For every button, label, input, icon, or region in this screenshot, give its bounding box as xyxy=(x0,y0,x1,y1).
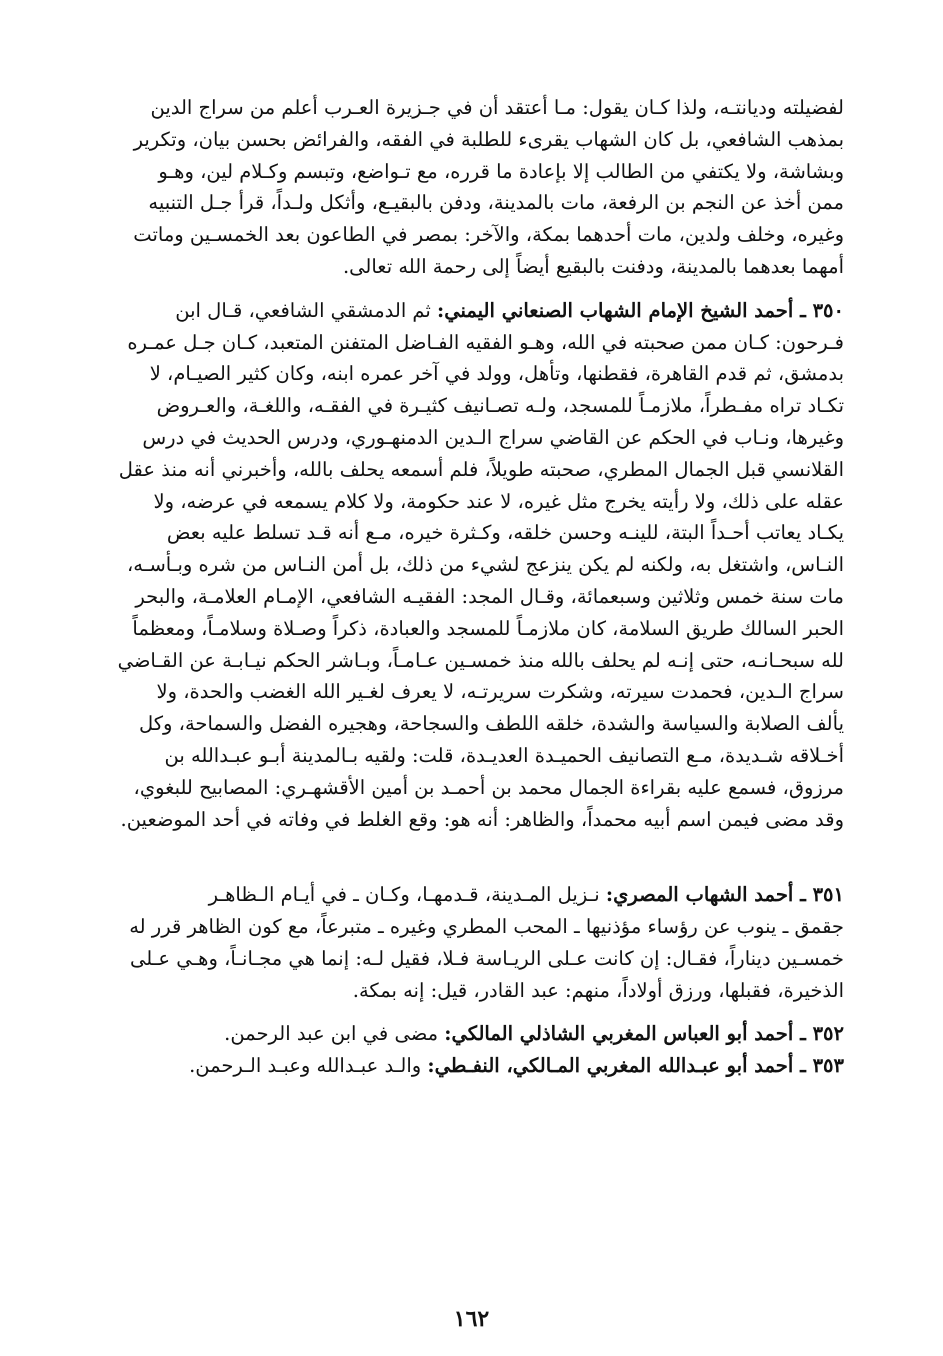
text-line: النـاس، واشتغل به، ولكنه لم يكن ينزعج لشيء من ذلك، بل أمن النـاس من شره وبـأسـه، xyxy=(126,553,844,577)
text-line: ممن أخذ عن النجم بن الرفعة، مات بالمدينة، ودفن بالبقيـع، وأثكل ولـداً، قرأ جـل التنبيه xyxy=(148,191,844,215)
text-line: وغيره، وخلف ولدين، مات أحدهما بمكة، والآخر: بمصر في الطاعون بعد الخمسـين وماتت xyxy=(133,223,844,247)
entry-352-line xyxy=(92,1018,844,1050)
text-line: لفضيلته وديانتـه، ولذا كـان يقول: مـا أعتقد أن في جـزيرة العـرب أعلم من سراج الدين xyxy=(150,96,844,119)
entry-353-heading: ٣٥٣ ـ أحمد أبو عبـدالله المغربي المـالكي، النفـطي: xyxy=(427,1054,844,1078)
text-line: يكـاد يعاتب أحـداً البتة، للينـه وحسن خلقه، وكـثرة خيره، مـع أنه قـد تسلط عليه بعض xyxy=(166,521,844,545)
entry-351-text: نـزيل المـدينة، قـدمهـا، وكـان ـ في أيـام الـظاهـر xyxy=(208,883,606,907)
text-line: بدمشق، ثم قدم القاهرة، فقطنها، وتأهل، وولد في آخر عمره ابنه، وكان كثير الصيـام، لا xyxy=(149,362,844,386)
text-line: بمذهب الشافعي، بل كان الشهاب يقرىء للطلبة في الفقه، والفرائض بحسن بيان، وتكرير xyxy=(133,127,844,151)
text-line: عقله على ذلك، ولا رأيته يخرج مثل غيره، لا عند حكومة، ولا كلام يسمعه في عرضه، ولا xyxy=(153,489,844,513)
page-body xyxy=(92,92,844,1082)
entry-352-text: مضى في ابن عبد الرحمن. xyxy=(224,1022,445,1046)
text-line: القلانسي قبل الجمال المطري، صحبته طويلاً، فلم أسمعه يحلف بالله، وأخبرني أنه منذ عقل xyxy=(118,457,844,481)
paragraph-gap xyxy=(92,867,844,879)
entry-350-first-line xyxy=(92,295,844,327)
text-line: خمسـين ديناراً، فقـال: إن كانت عـلى الريـاسة فـلا، فقيل لـه: إنما هي مجـانـاً، وهـي عـلى xyxy=(129,946,844,970)
text-line: يألف الصلابة والسياسة والشدة، خلقه اللطف والسجاحة، وهجيره الفضل والسماحة، وكل xyxy=(138,712,844,736)
text-line: مرزوق، فسمع عليه بقراءة الجمال محمد بن أحمـد بن أمين الأقشهـري: المصابيح للبغوي، xyxy=(133,775,844,799)
entry-350-text: ثم الدمشقي الشافعي، قـال ابن xyxy=(175,298,438,322)
text-line: لله سبحـانـه، حتى إنـه لم يحلف بالله منذ خمسـين عـامـاً، وبـاشر الحكم نيـابـة عن القـاضي xyxy=(117,648,844,672)
text-line: وبشاشة، ولا يكتفي من الطالب إلا بإعادة ما قرره، مع تـواضع، وتبسم وكـلام لين، وهـو xyxy=(158,159,844,183)
text-line: وغيرها، ونـاب في الحكم عن القاضي سراج الـدين الدمنهـوري، ودرس الحديث في درس xyxy=(142,425,844,449)
paragraph-gap xyxy=(92,283,844,295)
entry-350-heading: ٣٥٠ ـ أحمد الشيخ الإمام الشهاب الصنعاني اليمني: xyxy=(437,298,844,322)
text-line xyxy=(92,835,844,867)
text-line: الحبر السالك طريق السلامة، كان ملازمـاً للمسجد والعبادة، ذكراً وصـلاة وسلامـاً، ومعظماً xyxy=(132,616,844,640)
paragraph-gap xyxy=(92,1006,844,1018)
text-line: تكـاد تراه مفـطراً، ملازمـاً للمسجد، ولـه تصـانيف كثيـرة في الفقـه، واللغـة، والعـروض xyxy=(156,394,844,418)
text-line: الذخيرة، فقبلها، ورزق أولاداً، منهم: عبد القادر، قيل: إنه بمكة. xyxy=(352,978,844,1002)
entry-352-heading: ٣٥٢ ـ أحمد أبو العباس المغربي الشاذلي المالكي: xyxy=(444,1022,844,1046)
text-line: سراج الـدين، فحمدت سيرته، وشكرت سريرتـه، لا يعرف لغـير الله الغضب والحدة، ولا xyxy=(156,680,844,704)
entry-353-text: والـد عبـدالله وعبـد الـرحمن. xyxy=(189,1054,428,1078)
text-line: أخـلاقه شـديدة، مـع التصانيف الحميـدة العديـدة، قلت: ولقيه بـالمدينة أبـو عبـدالله بن xyxy=(164,743,844,767)
text-line: جقمق ـ ينوب عن رؤساء مؤذنيها ـ المحب المطري وغيره ـ متبرعاً، مع كون الظاهر قرر له xyxy=(129,914,844,938)
text-line: فـرحون: كـان ممن صحبته في الله، وهـو الفقيه الفـاضل المتفنن المتعبد، كـان جـل عمـره xyxy=(127,330,844,354)
text-line: أمهما بعدهما بالمدينة، ودفنت بالبقيع أيضاً إلى رحمة الله تعالى. xyxy=(342,254,844,278)
entry-353-line xyxy=(92,1050,844,1082)
entry-351-heading: ٣٥١ ـ أحمد الشهاب المصري: xyxy=(605,883,844,907)
entry-351-first-line xyxy=(92,879,844,911)
page-number: ١٦٢ xyxy=(453,1306,490,1332)
text-line: وقد مضى فيمن اسم أبيه محمداً، والظاهر: أنه هو: وقع الغلط في وفاته في أحد الموضعين. xyxy=(120,807,844,831)
text-line: مات سنة خمس وثلاثين وسبعمائة، وقـال المجد: الفقيـه الشافعي، الإمـام العلامـة، والبحر xyxy=(135,584,844,608)
